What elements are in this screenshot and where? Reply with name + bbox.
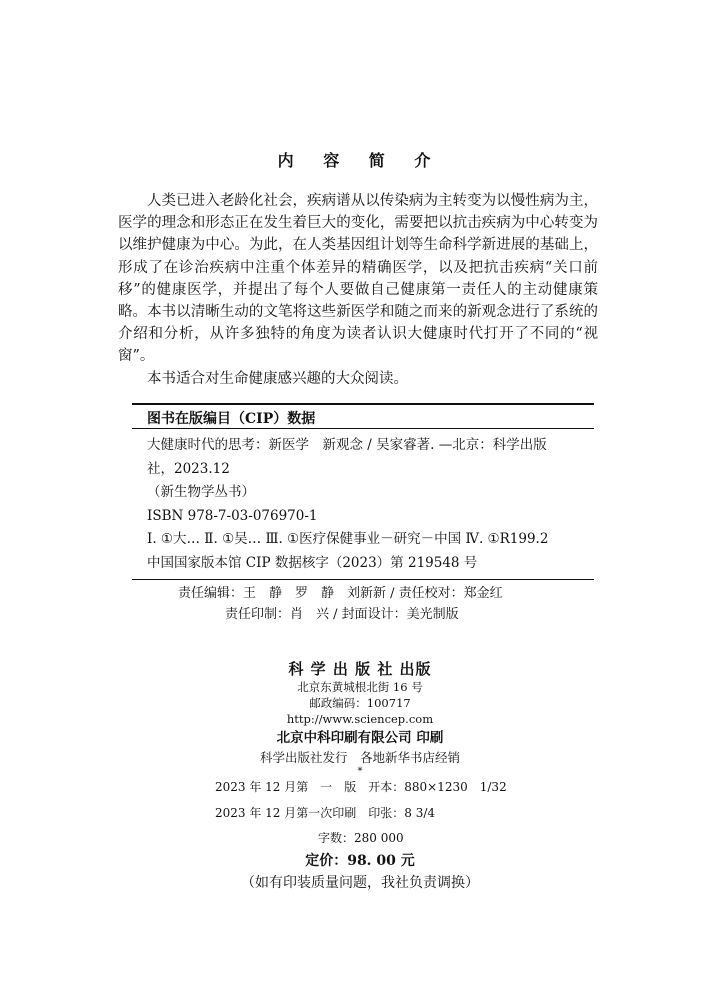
summary-paragraph-1: 人类已进入老龄化社会，疾病谱从以传染病为主转变为以慢性病为主，医学的理念和形态正在发生着巨大的变化，需要把以抗击疾病为中心转变为以维护健康为中心。为此，在人类基因组计划等生命科学新进展的基础上，形成了在诊治疾病中注重个体差异的精确医学，以及把抗击疾病“关口前移”的健康医学，并提出了每个人要做自己健康第一责任人的主动健康策略。本书以清晰生动的文笔将这些新医学和随之而来的新观念进行了系统的介绍和分析，从许多独特的角度为读者认识大健康时代打开了不同的“视窗”。 [118,193,598,365]
publisher-url: http://www.sciencep.com [286,712,434,726]
cip-top-rule [132,403,594,405]
distribution-line: 科学出版社发行 各地新华书店经销 [259,750,460,765]
production-line: 责任印制：肖 兴 / 封面设计：美光制版 [225,607,459,622]
cip-record [147,434,587,575]
quality-notice: （如有印装质量问题，我社负责调换） [241,875,479,891]
cip-classification-line: Ⅰ. ①大… Ⅱ. ①吴… Ⅲ. ①医疗保健事业－研究－中国 Ⅳ. ①R199.2 [147,531,549,547]
editorial-credits [0,583,720,625]
publisher-name: 科 学 出 版 社 出版 [288,660,432,678]
editors-line: 责任编辑：王 静 罗 静 刘新新 / 责任校对：郑金红 [178,586,503,601]
printer-name: 北京中科印刷有限公司 印刷 [276,730,444,746]
cip-heading-rule [132,428,594,429]
word-count-line: 字数：280 000 [318,831,404,845]
cip-title-line: 大健康时代的思考：新医学 新观念 / 吴家睿著. —北京：科学出版 [147,437,547,453]
cip-bottom-rule [132,579,594,580]
summary-paragraph-2: 本书适合对生命健康感兴趣的大众阅读。 [147,370,408,387]
price: 定价：98. 00 元 [305,853,415,869]
publisher-postcode: 邮政编码：100717 [309,696,411,710]
publisher-address: 北京东黄城根北街 16 号 [297,680,423,694]
summary-text [118,190,598,390]
printing-line: 2023 年 12 月第一次印刷 印张：8 3/4 [215,806,436,820]
cip-publisher-line: 社，2023.12 [147,460,230,477]
publisher-block [0,658,720,777]
cip-number-line: 中国国家版本馆 CIP 数据核字（2023）第 219548 号 [147,554,478,571]
cip-heading: 图书在版编目（CIP）数据 [147,411,316,427]
cip-isbn-line: ISBN 978-7-03-076970-1 [147,507,318,524]
cip-series-line: （新生物学丛书） [147,484,255,500]
section-title: 内 容 简 介 [277,151,443,170]
edition-line: 2023 年 12 月第 一 版 开本：880×1230 1/32 [215,780,507,794]
separator-star: * [357,766,363,777]
